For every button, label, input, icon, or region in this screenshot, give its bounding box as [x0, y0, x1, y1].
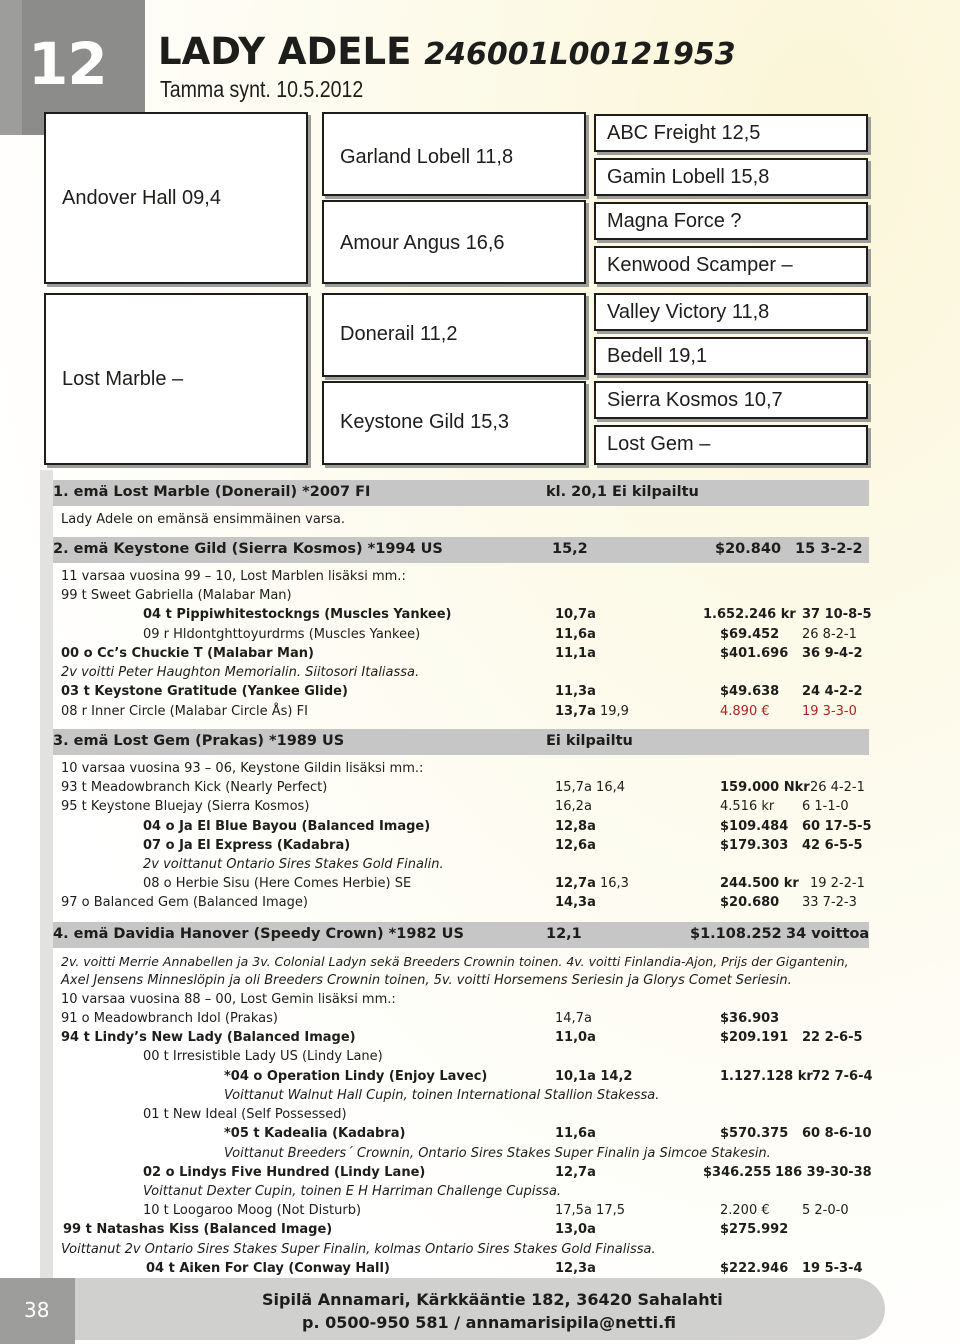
dam4-r1-rec: 14,7a: [555, 1011, 592, 1026]
dam4-r2-rec: 11,0a: [555, 1030, 596, 1045]
left-margin-bar: [40, 470, 53, 1278]
pedigree-gen3-8: Lost Gem –: [607, 433, 711, 455]
dam4-r4-money: 1.127.128 kr: [720, 1069, 813, 1084]
dam2-r4-name: 00 o Cc’s Chuckie T (Malabar Man): [61, 646, 314, 661]
dam2-r3-money: $69.452: [720, 627, 780, 642]
dam4-r7-starts: 60 8-6-10: [802, 1126, 872, 1141]
dam2-r4-starts: 36 9-4-2: [802, 646, 863, 661]
dam2-r7-rec: [555, 704, 629, 719]
dam4-r9-money: $346.255: [703, 1165, 772, 1180]
pedigree-gen3-3: Magna Force ?: [607, 210, 742, 232]
pedigree-dam: Lost Marble –: [62, 368, 184, 390]
dam4-r2-name: 94 t Lindy’s New Lady (Balanced Image): [61, 1030, 356, 1045]
dam4-r4-name: *04 o Operation Lindy (Enjoy Lavec): [224, 1069, 488, 1084]
breeder-contact: p. 0500-950 581 / annamarisipila@netti.fi: [302, 1313, 677, 1332]
dam3-r6-rec: [555, 876, 629, 891]
dam3-record: Ei kilpailtu: [546, 733, 633, 749]
dam4-r11-name: 10 t Loogaroo Moog (Not Disturb): [143, 1203, 362, 1218]
dam3-r4-money: $179.303: [720, 838, 789, 853]
dam3-r7-starts: 33 7-2-3: [802, 895, 857, 910]
dam4-r14-money: $222.946: [720, 1261, 789, 1276]
pedigree-gen3-7: Sierra Kosmos 10,7: [607, 389, 783, 411]
dam4-r5-note: Voittanut Walnut Hall Cupin, toinen International Stallion Stakessa.: [224, 1088, 660, 1103]
dam2-r1-name: 99 t Sweet Gabriella (Malabar Man): [61, 588, 292, 603]
dam4-r6-name: 01 t New Ideal (Self Possessed): [143, 1107, 347, 1122]
page-number: 38: [24, 1298, 50, 1322]
dam2-r7-rec-b: 19,9: [600, 704, 629, 719]
dam4-r11-starts: 5 2-0-0: [802, 1203, 849, 1218]
dam4-r3-name: 00 t Irresistible Lady US (Lindy Lane): [143, 1049, 383, 1064]
dam2-r4-rec: 11,1a: [555, 646, 596, 661]
dam4-r11-money: 2.200 €: [720, 1203, 770, 1218]
dam3-r4-starts: 42 6-5-5: [802, 838, 863, 853]
dam2-r3-rec: 11,6a: [555, 627, 596, 642]
pedigree-gen2-1: Garland Lobell 11,8: [340, 146, 514, 168]
dam4-r10-note: Voittanut Dexter Cupin, toinen E H Harriman Challenge Cupissa.: [143, 1184, 562, 1199]
dam3-r7-rec: 14,3a: [555, 895, 596, 910]
race-number: 12: [28, 30, 107, 98]
dam3-r7-money: $20.680: [720, 895, 780, 910]
dam3-r7-name: 97 o Balanced Gem (Balanced Image): [61, 895, 308, 910]
dam1-record: kl. 20,1 Ei kilpailtu: [546, 484, 699, 500]
dam2-r6-rec: 11,3a: [555, 684, 596, 699]
horse-reg-no: 246001L00121953: [424, 37, 736, 72]
dam4-r13-note: Voittanut 2v Ontario Sires Stakes Super Finalin, kolmas Ontario Sires Stakes Gold Finalissa.: [61, 1242, 656, 1257]
dam4-intro: 10 varsaa vuosina 88 – 00, Lost Gemin lisäksi mm.:: [61, 992, 396, 1007]
dam4-r14-name: 04 t Aiken For Clay (Conway Hall): [146, 1261, 390, 1276]
dam4-money: $1.108.252: [690, 926, 782, 942]
dam2-r7-rec-a: 13,7a: [555, 704, 596, 719]
dam3-r5-note: 2v voittanut Ontario Sires Stakes Gold Finalin.: [143, 857, 444, 872]
dam4-note2: Axel Jensens Minneslöpin ja oli Breeders Crownin toinen, 5v. voitti Horsemens Seriesin ja Glorys Comet Seriesin.: [61, 973, 792, 988]
dam4-r2-money: $209.191: [720, 1030, 789, 1045]
dam2-r7-starts: 19 3-3-0: [802, 704, 857, 719]
dam2-intro: 11 varsaa vuosina 99 – 10, Lost Marblen lisäksi mm.:: [61, 569, 406, 584]
dam4-r4-rec: 10,1a 14,2: [555, 1069, 633, 1084]
dam4-r1-name: 91 o Meadowbranch Idol (Prakas): [61, 1011, 278, 1026]
dam3-r1-starts: 26 4-2-1: [810, 780, 865, 795]
dam2-r4-money: $401.696: [720, 646, 789, 661]
dam2-r2-money: 1.652.246 kr: [703, 607, 796, 622]
dam3-r3-starts: 60 17-5-5: [802, 819, 872, 834]
dam4-r4-starts: 72 7-6-4: [812, 1069, 873, 1084]
dam3-title: 3. emä Lost Gem (Prakas) *1989 US: [53, 733, 345, 749]
pedigree-gen3-6: Bedell 19,1: [607, 345, 708, 367]
dam3-r3-name: 04 o Ja El Blue Bayou (Balanced Image): [143, 819, 431, 834]
horse-subtitle: Tamma synt. 10.5.2012: [160, 76, 364, 102]
horse-title: [158, 30, 736, 73]
dam3-r2-name: 95 t Keystone Bluejay (Sierra Kosmos): [61, 799, 310, 814]
dam4-r1-money: $36.903: [720, 1011, 780, 1026]
dam4-r11-rec: 17,5a 17,5: [555, 1203, 625, 1218]
pedigree-gen3-1: ABC Freight 12,5: [607, 122, 761, 144]
dam3-r4-rec: 12,6a: [555, 838, 596, 853]
dam4-starts: 34 voittoa: [786, 926, 870, 942]
dam4-record: 12,1: [546, 926, 582, 942]
dam3-r6-money: 244.500 kr: [720, 876, 799, 891]
dam3-r6-name: 08 o Herbie Sisu (Here Comes Herbie) SE: [143, 876, 412, 891]
dam2-r2-starts: 37 10-8-5: [802, 607, 872, 622]
dam4-note1: 2v. voitti Merrie Annabellen ja 3v. Colonial Ladyn sekä Breeders Crownin toinen. 4v. voitti Finlandia-Ajon, Prijs der Gigantenin,: [61, 954, 849, 969]
dam2-r6-money: $49.638: [720, 684, 780, 699]
dam2-record: 15,2: [552, 541, 588, 557]
dam4-r2-starts: 22 2-6-5: [802, 1030, 863, 1045]
pedigree-gen3-4: Kenwood Scamper –: [607, 254, 793, 276]
dam4-r12-name: 99 t Natashas Kiss (Balanced Image): [63, 1222, 333, 1237]
dam3-r1-money: 159.000 Nkr: [720, 780, 810, 795]
pedigree-gen2-4: Keystone Gild 15,3: [340, 411, 509, 433]
dam3-r3-money: $109.484: [720, 819, 789, 834]
dam4-r9-rec: 12,7a: [555, 1165, 596, 1180]
dam3-r1-name: 93 t Meadowbranch Kick (Nearly Perfect): [61, 780, 328, 795]
horse-name: LADY ADELE: [158, 30, 412, 73]
dam2-r5-note: 2v voitti Peter Haughton Memorialin. Siitosori Italiassa.: [61, 665, 420, 680]
dam1-title: 1. emä Lost Marble (Donerail) *2007 FI: [53, 484, 371, 500]
dam3-r2-starts: 6 1-1-0: [802, 799, 849, 814]
dam4-r12-money: $275.992: [720, 1222, 789, 1237]
dam3-r2-money: 4.516 kr: [720, 799, 775, 814]
dam3-intro: 10 varsaa vuosina 93 – 06, Keystone Gildin lisäksi mm.:: [61, 761, 424, 776]
dam4-r8-note: Voittanut Breeders´ Crownin, Ontario Sires Stakes Super Finalin ja Simcoe Stakesin.: [224, 1146, 771, 1161]
dam2-r2-rec: 10,7a: [555, 607, 596, 622]
dam4-r7-rec: 11,6a: [555, 1126, 596, 1141]
dam2-starts: 15 3-2-2: [795, 541, 863, 557]
dam2-money: $20.840: [715, 541, 782, 557]
dam2-r3-name: 09 r Hldontghttoyurdrms (Muscles Yankee): [143, 627, 421, 642]
dam4-r9-starts: 186 39-30-38: [775, 1165, 872, 1180]
pedigree-gen3-5: Valley Victory 11,8: [607, 301, 770, 323]
dam3-r6-starts: 19 2-2-1: [810, 876, 865, 891]
dam4-r7-name: *05 t Kadealia (Kadabra): [224, 1126, 406, 1141]
dam4-r14-rec: 12,3a: [555, 1261, 596, 1276]
dam4-r12-rec: 13,0a: [555, 1222, 596, 1237]
dam2-r6-starts: 24 4-2-2: [802, 684, 863, 699]
dam2-r6-name: 03 t Keystone Gratitude (Yankee Glide): [61, 684, 348, 699]
dam3-r6-rec-a: 12,7a: [555, 876, 596, 891]
pedigree-sire: Andover Hall 09,4: [62, 187, 221, 209]
pedigree-gen2-2: Amour Angus 16,6: [340, 232, 505, 254]
pedigree-gen2-3: Donerail 11,2: [340, 323, 458, 345]
dam4-r9-name: 02 o Lindys Five Hundred (Lindy Lane): [143, 1165, 426, 1180]
breeder-address: Sipilä Annamari, Kärkkääntie 182, 36420 Sahalahti: [262, 1290, 723, 1309]
dam2-r7-name: 08 r Inner Circle (Malabar Circle Ås) FI: [61, 704, 308, 719]
dam3-r1-rec: 15,7a 16,4: [555, 780, 625, 795]
dam4-r14-starts: 19 5-3-4: [802, 1261, 863, 1276]
dam3-r2-rec: 16,2a: [555, 799, 592, 814]
dam4-title: 4. emä Davidia Hanover (Speedy Crown) *1982 US: [53, 926, 464, 942]
dam4-r7-money: $570.375: [720, 1126, 789, 1141]
dam2-r3-starts: 26 8-2-1: [802, 627, 857, 642]
pedigree-gen3-2: Gamin Lobell 15,8: [607, 166, 770, 188]
dam2-r2-name: 04 t Pippiwhitestockngs (Muscles Yankee): [143, 607, 452, 622]
dam3-r3-rec: 12,8a: [555, 819, 596, 834]
dam1-note: Lady Adele on emänsä ensimmäinen varsa.: [61, 512, 346, 527]
dam3-r6-rec-b: 16,3: [600, 876, 629, 891]
dam2-title: 2. emä Keystone Gild (Sierra Kosmos) *1994 US: [53, 541, 443, 557]
dam2-r7-money: 4.890 €: [720, 704, 770, 719]
dam3-r4-name: 07 o Ja El Express (Kadabra): [143, 838, 351, 853]
